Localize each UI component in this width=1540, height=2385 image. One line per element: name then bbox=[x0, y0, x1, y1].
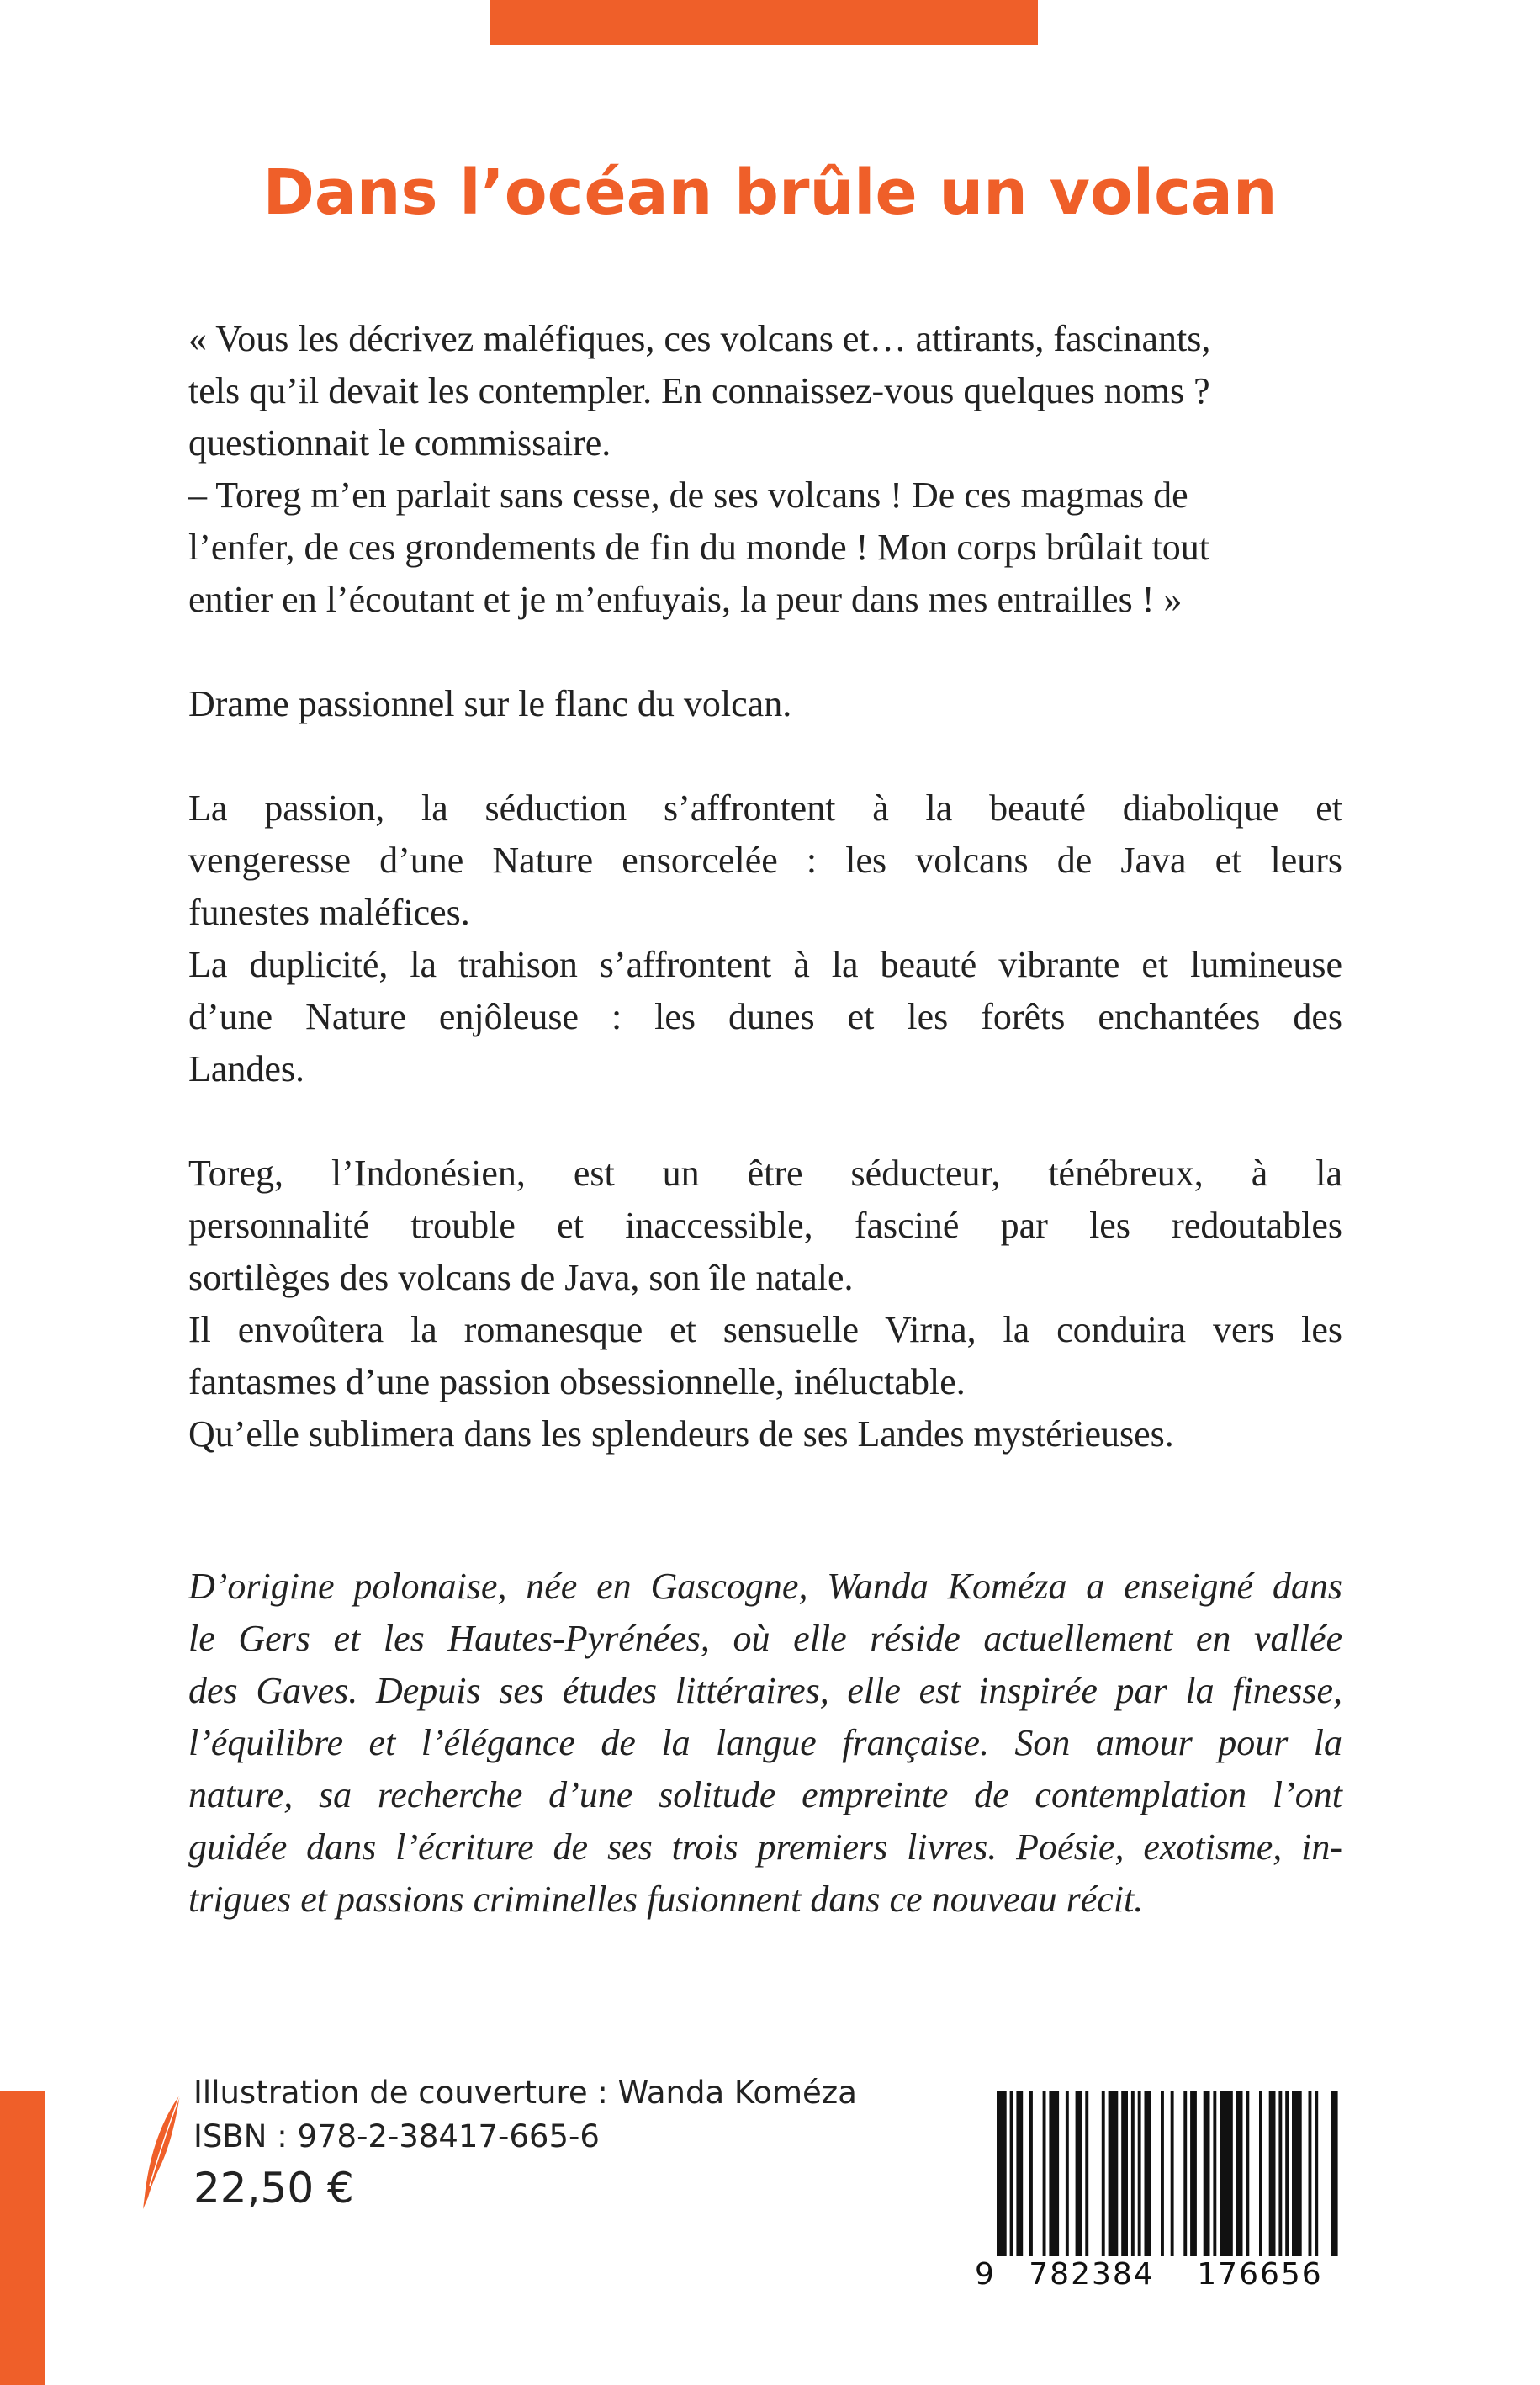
barcode-bar bbox=[1285, 2091, 1289, 2256]
publication-info bbox=[193, 2071, 857, 2218]
quote-line: tels qu’il devait les contempler. En connaissez-vous quelques noms ? bbox=[188, 370, 1210, 411]
barcode-bar bbox=[1246, 2091, 1249, 2256]
barcode-bar bbox=[1066, 2091, 1069, 2256]
barcode-bar bbox=[1331, 2091, 1338, 2256]
isbn-barcode bbox=[968, 2091, 1342, 2307]
quote-line: l’enfer, de ces grondements de fin du monde ! Mon corps brûlait tout bbox=[188, 527, 1210, 568]
passion-line: d’une Nature enjôleuse : les dunes et les forêts enchantées des bbox=[188, 996, 1342, 1037]
passion-line: La duplicité, la trahison s’affrontent à la beauté vibrante et lumineuse bbox=[188, 944, 1342, 985]
barcode-bar bbox=[1183, 2091, 1187, 2256]
barcode-bar bbox=[997, 2091, 1007, 2256]
quote-line: – Toreg m’en parlait sans cesse, de ses volcans ! De ces magmas de bbox=[188, 474, 1188, 516]
barcode-bar bbox=[1204, 2091, 1210, 2256]
bio-line: des Gaves. Depuis ses études littéraires, elle est inspirée par la finesse, bbox=[188, 1670, 1342, 1711]
barcode-bar bbox=[1315, 2091, 1318, 2256]
toreg-line: sortilèges des volcans de Java, son île natale. bbox=[188, 1257, 854, 1298]
passion-line: funestes maléfices. bbox=[188, 892, 470, 933]
barcode-bar bbox=[1109, 2091, 1119, 2256]
barcode-bar bbox=[1269, 2091, 1276, 2256]
toreg-line: personnalité trouble et inaccessible, fasciné par les redoutables bbox=[188, 1205, 1342, 1246]
bio-line: nature, sa recherche d’une solitude empreinte de contemplation l’ont bbox=[188, 1774, 1342, 1815]
back-cover-text bbox=[188, 313, 1342, 1460]
quote-line: questionnait le commissaire. bbox=[188, 422, 611, 464]
barcode-bar bbox=[1161, 2091, 1164, 2256]
barcode-bar bbox=[1259, 2091, 1262, 2256]
toreg-line: Il envoûtera la romanesque et sensuelle Virna, la conduira vers les bbox=[188, 1309, 1342, 1350]
barcode-bar bbox=[1121, 2091, 1128, 2256]
barcode-right-digits: 176656 bbox=[1197, 2257, 1323, 2292]
bio-line: trigues et passions criminelles fusionnent dans ce nouveau récit. bbox=[188, 1879, 1144, 1920]
toreg-line: Toreg, l’Indonésien, est un être séducteur, ténébreux, à la bbox=[188, 1153, 1342, 1194]
feather-quill-icon bbox=[141, 2093, 183, 2211]
barcode-bar bbox=[1171, 2091, 1174, 2256]
barcode-bar bbox=[1043, 2091, 1046, 2256]
bio-line: D’origine polonaise, née en Gascogne, Wanda Koméza a enseigné dans bbox=[188, 1566, 1342, 1607]
quote-line: entier en l’écoutant et je m’enfuyais, la peur dans mes entrailles ! » bbox=[188, 579, 1183, 620]
passion-line: vengeresse d’une Nature ensorcelée : les volcans de Java et leurs bbox=[188, 840, 1342, 881]
illustration-credit: Illustration de couverture : Wanda Koméza bbox=[193, 2075, 857, 2111]
barcode-bar bbox=[1102, 2091, 1105, 2256]
barcode-bar bbox=[1292, 2091, 1302, 2256]
barcode-bar bbox=[1190, 2091, 1197, 2256]
tagline: Drame passionnel sur le flanc du volcan. bbox=[188, 683, 792, 724]
barcode-bar bbox=[1049, 2091, 1059, 2256]
barcode-bar bbox=[1076, 2091, 1082, 2256]
isbn: ISBN : 978-2-38417-665-6 bbox=[193, 2118, 600, 2154]
toreg-line: fantasmes d’une passion obsessionnelle, inéluctable. bbox=[188, 1361, 966, 1402]
barcode-left-digits: 782384 bbox=[1029, 2257, 1155, 2292]
barcode-bar bbox=[1138, 2091, 1141, 2256]
barcode-bar bbox=[1236, 2091, 1243, 2256]
bio-line: l’équilibre et l’élégance de la langue française. Son amour pour la bbox=[188, 1722, 1342, 1763]
barcode-bar bbox=[1309, 2091, 1312, 2256]
barcode-bar bbox=[1278, 2091, 1282, 2256]
author-bio bbox=[188, 1561, 1342, 1926]
quote-line: « Vous les décrivez maléfiques, ces volcans et… attirants, fascinants, bbox=[188, 318, 1211, 359]
bio-line: le Gers et les Hautes-Pyrénées, où elle réside actuellement en vallée bbox=[188, 1618, 1342, 1659]
barcode-bar bbox=[1220, 2091, 1233, 2256]
barcode-bar bbox=[1016, 2091, 1023, 2256]
left-accent-bar bbox=[0, 2091, 45, 2385]
price: 22,50 € bbox=[193, 2164, 354, 2213]
barcode-bar bbox=[1010, 2091, 1013, 2256]
passion-line: Landes. bbox=[188, 1048, 305, 1089]
barcode-bars bbox=[968, 2091, 1342, 2256]
barcode-bar bbox=[1213, 2091, 1216, 2256]
barcode-bar bbox=[1145, 2091, 1151, 2256]
barcode-bar bbox=[1131, 2091, 1135, 2256]
barcode-bar bbox=[1029, 2091, 1033, 2256]
top-accent-bar bbox=[490, 0, 1038, 45]
book-title: Dans l’océan brûle un volcan bbox=[262, 156, 1278, 229]
barcode-bar bbox=[1085, 2091, 1088, 2256]
bio-line: guidée dans l’écriture de ses trois premiers livres. Poésie, exotisme, in- bbox=[188, 1826, 1342, 1868]
barcode-lead-digit: 9 bbox=[975, 2257, 994, 2292]
passion-line: La passion, la séduction s’affrontent à la beauté diabolique et bbox=[188, 787, 1342, 829]
toreg-line: Qu’elle sublimera dans les splendeurs de ses Landes mystérieuses. bbox=[188, 1413, 1174, 1455]
